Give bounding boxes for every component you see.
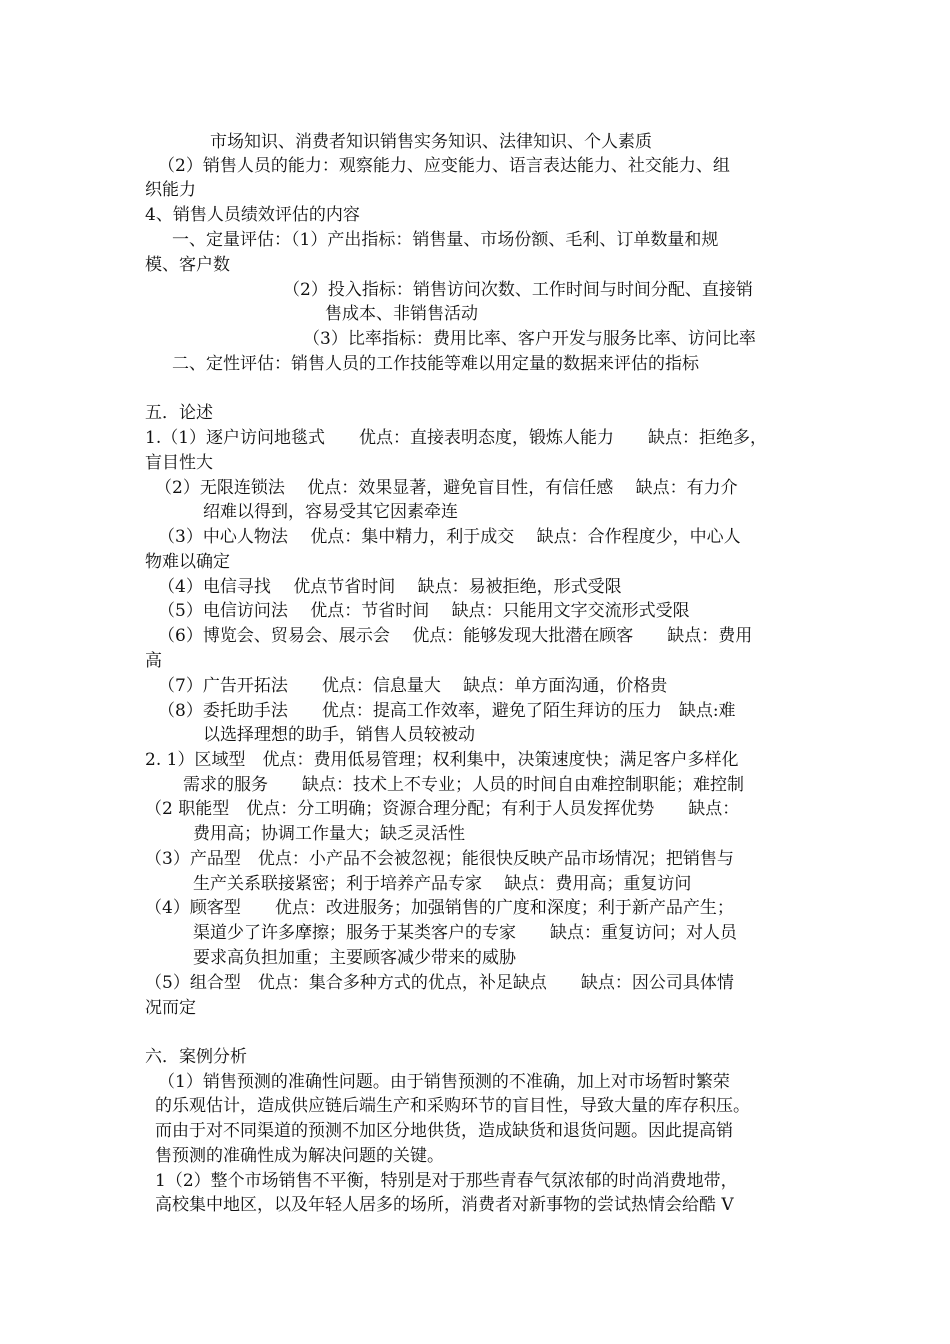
text-line: 一、定量评估：（1）产出指标：销售量、市场份额、毛利、订单数量和规: [172, 230, 719, 250]
text-line: 要求高负担加重；主要顾客减少带来的威胁: [193, 948, 516, 968]
text-line: 费用高；协调工作量大；缺乏灵活性: [193, 824, 465, 844]
section-heading: 六．案例分析: [145, 1047, 247, 1067]
text-line: （4）电信寻找 优点节省时间 缺点：易被拒绝，形式受限: [158, 577, 622, 597]
text-line: （1）销售预测的准确性问题。由于销售预测的不准确，加上对市场暂时繁荣: [158, 1072, 730, 1092]
text-line: 生产关系联接紧密；利于培养产品专家 缺点：费用高；重复访问: [193, 874, 692, 894]
text-line: 二、定性评估：销售人员的工作技能等难以用定量的数据来评估的指标: [172, 354, 699, 374]
text-line: 绍难以得到，容易受其它因素牵连: [203, 502, 458, 522]
text-line: （3）产品型 优点：小产品不会被忽视；能很快反映产品市场情况；把销售与: [145, 849, 734, 869]
text-line: 1.（1）逐户访问地毯式 优点：直接表明态度，锻炼人能力 缺点：拒绝多，: [145, 428, 768, 448]
text-line: （7）广告开拓法 优点：信息量大 缺点：单方面沟通，价格贵: [158, 676, 668, 696]
section-heading: 4、销售人员绩效评估的内容: [145, 205, 360, 225]
text-line: （5）电信访问法 优点：节省时间 缺点：只能用文字交流形式受限: [158, 601, 690, 621]
text-line: 渠道少了许多摩擦；服务于某类客户的专家 缺点：重复访问；对人员: [193, 923, 737, 943]
text-line: （3）比率指标：费用比率、客户开发与服务比率、访问比率: [303, 329, 756, 349]
section-heading: 五．论述: [145, 403, 213, 423]
text-line: 2. 1）区域型 优点：费用低易管理；权利集中，决策速度快；满足客户多样化: [145, 750, 739, 770]
text-line: 以选择理想的助手，销售人员较被动: [203, 725, 475, 745]
text-line: 售预测的准确性成为解决问题的关键。: [155, 1146, 444, 1166]
text-line: 盲目性大: [145, 453, 213, 473]
text-line: （2）销售人员的能力：观察能力、应变能力、语言表达能力、社交能力、组: [158, 156, 730, 176]
text-line: 物难以确定: [145, 552, 230, 572]
text-line: （5）组合型 优点：集合多种方式的优点，补足缺点 缺点：因公司具体情: [145, 973, 734, 993]
text-line: （3）中心人物法 优点：集中精力，利于成交 缺点：合作程度少，中心人: [158, 527, 741, 547]
text-line: （8）委托助手法 优点：提高工作效率，避免了陌生拜访的压力 缺点:难: [158, 701, 736, 721]
text-line: 售成本、非销售活动: [325, 304, 478, 324]
text-line: 而由于对不同渠道的预测不加区分地供货，造成缺货和退货问题。因此提高销: [155, 1121, 733, 1141]
text-line: 1（2）整个市场销售不平衡，特别是对于那些青春气氛浓郁的时尚消费地带，: [155, 1171, 738, 1191]
text-line: 高: [145, 651, 162, 671]
text-line: （4）顾客型 优点：改进服务；加强销售的广度和深度；利于新产品产生；: [145, 898, 734, 918]
text-line: （6）博览会、贸易会、展示会 优点：能够发现大批潜在顾客 缺点：费用: [158, 626, 753, 646]
text-line: 织能力: [145, 180, 196, 200]
text-line: 模、客户数: [145, 255, 230, 275]
text-line: （2）无限连锁法 优点：效果显著，避免盲目性，有信任感 缺点：有力介: [155, 478, 738, 498]
text-line: 需求的服务 缺点：技术上不专业；人员的时间自由难控制职能；难控制: [183, 775, 744, 795]
text-line: （2 职能型 优点：分工明确；资源合理分配；有利于人员发挥优势 缺点：: [145, 799, 740, 819]
text-line: 的乐观估计，造成供应链后端生产和采购环节的盲目性，导致大量的库存积压。: [155, 1096, 750, 1116]
text-line: 况而定: [145, 998, 196, 1018]
text-line: 市场知识、消费者知识销售实务知识、法律知识、个人素质: [210, 132, 652, 152]
text-line: （2）投入指标：销售访问次数、工作时间与时间分配、直接销: [283, 280, 753, 300]
text-line: 高校集中地区，以及年轻人居多的场所，消费者对新事物的尝试热情会给酷 V: [155, 1195, 734, 1215]
